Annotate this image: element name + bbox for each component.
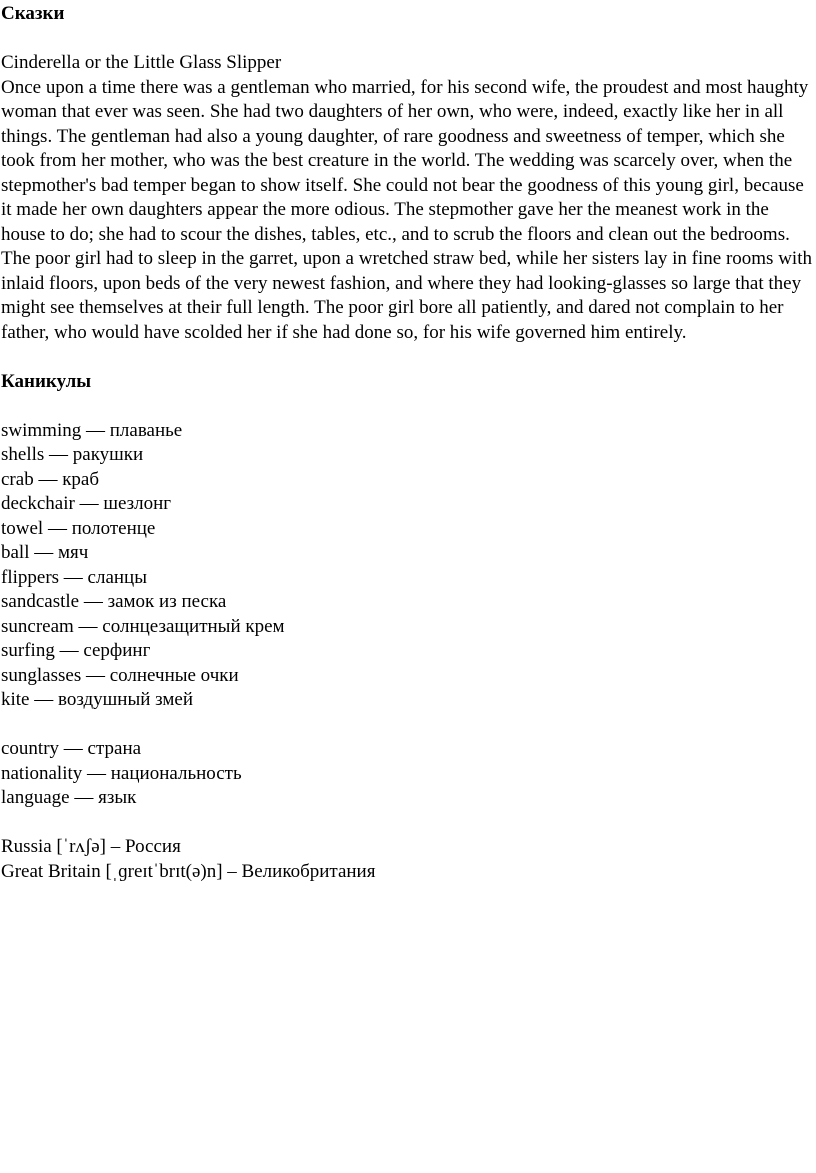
vocab-item: towel — полотенце <box>1 517 156 539</box>
vocab-item: crab — краб <box>1 468 100 490</box>
vocab-item: country — страна <box>1 738 142 759</box>
story-title: Cinderella or the Little Glass Slipper <box>1 52 282 73</box>
vocab-item: shells — ракушки <box>1 444 144 465</box>
vocab-item: ball — мяч <box>1 542 89 563</box>
vocab-item: kite — воздушный змей <box>1 689 194 710</box>
vocab-list-countries <box>1 737 816 811</box>
section-heading-fairy-tales: Сказки <box>1 3 65 24</box>
blank-line <box>1 394 816 419</box>
vocab-item: suncream — солнцезащитный крем <box>1 615 285 637</box>
blank-line <box>1 27 816 52</box>
vocab-item: flippers — сланцы <box>1 566 147 588</box>
vocab-list-beach <box>1 419 816 713</box>
vocab-item: sandcastle — замок из песка <box>1 591 227 612</box>
story-text: Once upon a time there was a gentleman who married, for his second wife, the proudest and most haughty woman that ever was seen. She had two daughters of her own, who were, indeed, exactly like her in all things. The gentleman had also a young daughter, of rare goodness and sweetness of temper, which she took from her mother, who was the best creature in the world. The wedding was scarcely over, when the stepmother's bad temper began to show itself. She could not bear the goodness of this young girl, because it made her own daughters appear the more odious. The stepmother gave her the meanest work in the house to do; she had to scour the dishes, tables, etc., and to scrub the floors and clean out the bedrooms. The poor girl had to sleep in the garret, upon a wretched straw bed, while her sisters lay in fine rooms with inlaid floors, upon beds of the very newest fashion, and where they had looking-glasses so large that they might see themselves at their full length. The poor girl bore all patiently, and dared not complain to her father, who would have scolded her if she had done so, for his wife governed him entirely. <box>1 76 812 343</box>
vocab-item: language — язык <box>1 787 137 808</box>
blank-line <box>1 345 816 370</box>
vocab-item: Great Britain [ˌɡreɪtˈbrɪt(ə)n] – Великобритания <box>1 860 376 882</box>
vocab-item: sunglasses — солнечные очки <box>1 664 239 686</box>
vocab-item: surfing — серфинг <box>1 640 151 661</box>
section-heading-holidays: Каникулы <box>1 370 92 392</box>
blank-line <box>1 713 816 738</box>
vocab-item: deckchair — шезлонг <box>1 493 172 514</box>
vocab-item: nationality — национальность <box>1 762 242 784</box>
vocab-item: swimming — плаванье <box>1 419 183 441</box>
vocab-list-country-names <box>1 835 816 884</box>
vocab-item: Russia [ˈrʌʃə] – Россия <box>1 836 181 857</box>
blank-line <box>1 811 816 836</box>
